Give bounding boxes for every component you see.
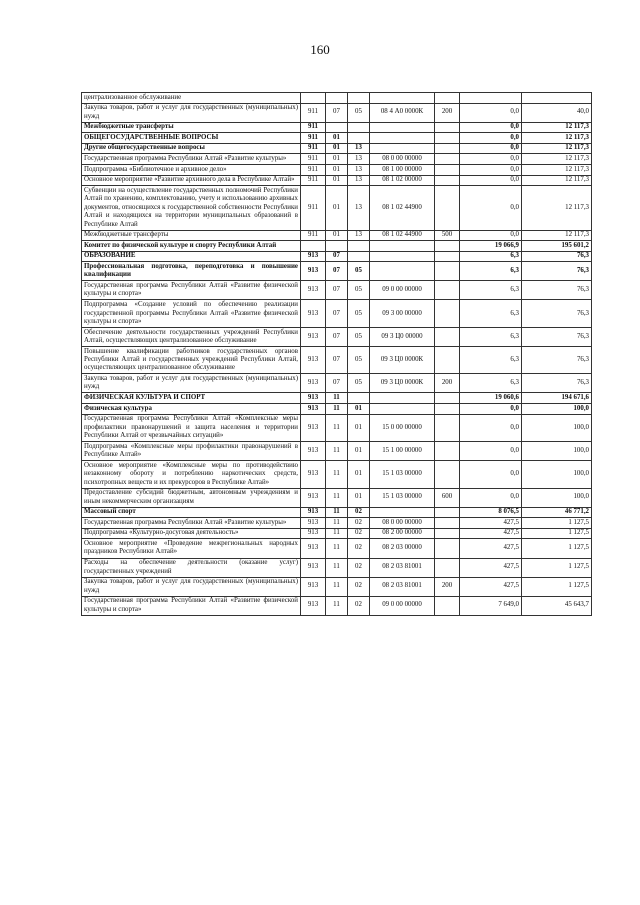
cell-target-article bbox=[370, 241, 435, 252]
cell-amount-1: 427,5 bbox=[460, 539, 522, 558]
cell-expense-type bbox=[435, 133, 460, 144]
cell-amount-2: 12 117,3 bbox=[522, 186, 592, 230]
cell-ministry-code: 913 bbox=[301, 596, 326, 615]
cell-name: Основное мероприятие «Проведение межрегиональных народных праздников Республики Алтай» bbox=[82, 539, 301, 558]
cell-section-code: 11 bbox=[326, 488, 348, 507]
cell-name: Межбюджетные трансферты bbox=[82, 230, 301, 241]
cell-amount-2: 76,3 bbox=[522, 346, 592, 373]
cell-name: Расходы на обеспечение деятельности (оказание услуг) государственных учреждений bbox=[82, 558, 301, 577]
cell-section-code: 11 bbox=[326, 414, 348, 441]
cell-section-code: 01 bbox=[326, 165, 348, 176]
cell-target-article: 08 1 00 00000 bbox=[370, 165, 435, 176]
cell-amount-1: 0,0 bbox=[460, 103, 522, 122]
table-row bbox=[82, 558, 592, 577]
cell-expense-type bbox=[435, 414, 460, 441]
cell-amount-1: 427,5 bbox=[460, 528, 522, 539]
cell-subsection-code: 05 bbox=[348, 346, 370, 373]
cell-target-article bbox=[370, 404, 435, 415]
cell-target-article bbox=[370, 93, 435, 104]
cell-name: Государственная программа Республики Алтай «Развитие культуры» bbox=[82, 154, 301, 165]
cell-expense-type: 500 bbox=[435, 230, 460, 241]
cell-section-code: 01 bbox=[326, 175, 348, 186]
cell-amount-2: 100,0 bbox=[522, 442, 592, 461]
cell-ministry-code: 911 bbox=[301, 143, 326, 154]
cell-expense-type bbox=[435, 442, 460, 461]
cell-ministry-code: 913 bbox=[301, 414, 326, 441]
cell-ministry-code: 913 bbox=[301, 393, 326, 404]
cell-name: Субвенции на осуществление государственных полномочий Республики Алтай по хранению, комплектованию, учету и использованию архивных документов, относящихся к государственной собственности Республики Алтай и находящихся на территории муниципальных образований в Республике Алтай bbox=[82, 186, 301, 230]
cell-subsection-code: 02 bbox=[348, 596, 370, 615]
cell-amount-2: 100,0 bbox=[522, 404, 592, 415]
table-row bbox=[82, 103, 592, 122]
cell-section-code bbox=[326, 93, 348, 104]
cell-subsection-code: 05 bbox=[348, 103, 370, 122]
cell-target-article: 08 1 02 44900 bbox=[370, 186, 435, 230]
cell-amount-2: 45 643,7 bbox=[522, 596, 592, 615]
cell-amount-1: 427,5 bbox=[460, 577, 522, 596]
cell-amount-1: 0,0 bbox=[460, 442, 522, 461]
cell-expense-type bbox=[435, 143, 460, 154]
cell-amount-1: 0,0 bbox=[460, 165, 522, 176]
cell-amount-2: 12 117,3 bbox=[522, 230, 592, 241]
cell-ministry-code: 913 bbox=[301, 300, 326, 327]
cell-amount-1: 19 066,9 bbox=[460, 241, 522, 252]
cell-name: Основное мероприятие «Развитие архивного дела в Республике Алтай» bbox=[82, 175, 301, 186]
cell-amount-1: 19 060,6 bbox=[460, 393, 522, 404]
cell-subsection-code: 13 bbox=[348, 143, 370, 154]
cell-target-article bbox=[370, 251, 435, 262]
table-row bbox=[82, 143, 592, 154]
table-row bbox=[82, 241, 592, 252]
cell-subsection-code bbox=[348, 122, 370, 133]
cell-section-code: 07 bbox=[326, 374, 348, 393]
cell-section-code: 11 bbox=[326, 507, 348, 518]
cell-subsection-code: 01 bbox=[348, 404, 370, 415]
cell-name: Комитет по физической культуре и спорту Республики Алтай bbox=[82, 241, 301, 252]
cell-target-article: 08 1 02 00000 bbox=[370, 175, 435, 186]
cell-subsection-code: 05 bbox=[348, 327, 370, 346]
cell-target-article: 08 0 00 00000 bbox=[370, 518, 435, 529]
cell-name: Профессиональная подготовка, переподготовка и повышение квалификации bbox=[82, 262, 301, 281]
cell-expense-type bbox=[435, 528, 460, 539]
cell-amount-2: 76,3 bbox=[522, 374, 592, 393]
cell-amount-1: 6,3 bbox=[460, 346, 522, 373]
cell-amount-2: 12 117,3 bbox=[522, 165, 592, 176]
cell-ministry-code: 911 bbox=[301, 122, 326, 133]
cell-amount-2: 12 117,3 bbox=[522, 175, 592, 186]
table-row bbox=[82, 133, 592, 144]
cell-subsection-code: 02 bbox=[348, 507, 370, 518]
cell-name: Межбюджетные трансферты bbox=[82, 122, 301, 133]
cell-ministry-code: 911 bbox=[301, 230, 326, 241]
cell-target-article: 15 1 03 00000 bbox=[370, 461, 435, 488]
cell-expense-type: 200 bbox=[435, 103, 460, 122]
cell-subsection-code: 02 bbox=[348, 577, 370, 596]
cell-name: Закупка товаров, работ и услуг для государственных (муниципальных) нужд bbox=[82, 577, 301, 596]
cell-amount-1: 0,0 bbox=[460, 175, 522, 186]
cell-subsection-code: 02 bbox=[348, 528, 370, 539]
table-row bbox=[82, 528, 592, 539]
table-row bbox=[82, 154, 592, 165]
cell-amount-2: 1 127,5 bbox=[522, 528, 592, 539]
cell-target-article: 09 3 Ц0 0000К bbox=[370, 374, 435, 393]
table-row bbox=[82, 518, 592, 529]
cell-subsection-code: 05 bbox=[348, 262, 370, 281]
cell-amount-1: 0,0 bbox=[460, 230, 522, 241]
cell-amount-1: 0,0 bbox=[460, 404, 522, 415]
cell-name: Физическая культура bbox=[82, 404, 301, 415]
cell-section-code: 11 bbox=[326, 404, 348, 415]
cell-section-code: 07 bbox=[326, 300, 348, 327]
cell-expense-type bbox=[435, 175, 460, 186]
cell-target-article: 09 3 Ц0 00000 bbox=[370, 327, 435, 346]
cell-amount-2: 195 601,2 bbox=[522, 241, 592, 252]
cell-expense-type bbox=[435, 327, 460, 346]
cell-amount-1: 6,3 bbox=[460, 281, 522, 300]
cell-name: Государственная программа Республики Алтай «Комплексные меры профилактики правонарушений и защита населения и территории Республики Алтай от чрезвычайных ситуаций» bbox=[82, 414, 301, 441]
cell-name: Повышение квалификации работников государственных органов Республики Алтай и государственных учреждений Республики Алтай, осуществляющих централизованное обслуживание bbox=[82, 346, 301, 373]
cell-subsection-code: 01 bbox=[348, 414, 370, 441]
cell-name: Массовый спорт bbox=[82, 507, 301, 518]
cell-subsection-code: 02 bbox=[348, 539, 370, 558]
cell-amount-2: 1 127,5 bbox=[522, 558, 592, 577]
cell-amount-1: 0,0 bbox=[460, 133, 522, 144]
cell-subsection-code bbox=[348, 133, 370, 144]
cell-ministry-code bbox=[301, 241, 326, 252]
budget-table bbox=[81, 92, 592, 616]
cell-ministry-code: 913 bbox=[301, 374, 326, 393]
cell-amount-2: 100,0 bbox=[522, 461, 592, 488]
cell-ministry-code: 911 bbox=[301, 186, 326, 230]
cell-amount-1: 0,0 bbox=[460, 186, 522, 230]
budget-table-body bbox=[82, 93, 592, 616]
cell-target-article: 15 0 00 00000 bbox=[370, 414, 435, 441]
cell-ministry-code: 913 bbox=[301, 262, 326, 281]
table-row bbox=[82, 577, 592, 596]
cell-subsection-code: 05 bbox=[348, 281, 370, 300]
cell-expense-type bbox=[435, 518, 460, 529]
table-row bbox=[82, 175, 592, 186]
cell-target-article: 08 4 А0 0000К bbox=[370, 103, 435, 122]
cell-amount-2: 46 771,2 bbox=[522, 507, 592, 518]
cell-expense-type bbox=[435, 122, 460, 133]
cell-expense-type bbox=[435, 93, 460, 104]
cell-target-article bbox=[370, 143, 435, 154]
cell-name: Государственная программа Республики Алтай «Развитие физической культуры и спорта» bbox=[82, 596, 301, 615]
cell-section-code: 11 bbox=[326, 539, 348, 558]
cell-subsection-code: 13 bbox=[348, 165, 370, 176]
cell-amount-1: 0,0 bbox=[460, 488, 522, 507]
cell-amount-1: 0,0 bbox=[460, 122, 522, 133]
cell-expense-type bbox=[435, 165, 460, 176]
cell-section-code: 07 bbox=[326, 251, 348, 262]
cell-name: Закупка товаров, работ и услуг для государственных (муниципальных) нужд bbox=[82, 374, 301, 393]
table-row bbox=[82, 461, 592, 488]
cell-target-article: 09 0 00 00000 bbox=[370, 281, 435, 300]
cell-expense-type bbox=[435, 154, 460, 165]
table-row bbox=[82, 374, 592, 393]
cell-target-article: 08 2 03 00000 bbox=[370, 539, 435, 558]
cell-expense-type bbox=[435, 558, 460, 577]
cell-subsection-code: 13 bbox=[348, 175, 370, 186]
table-row bbox=[82, 230, 592, 241]
cell-target-article: 09 0 00 00000 bbox=[370, 596, 435, 615]
cell-subsection-code: 02 bbox=[348, 518, 370, 529]
cell-subsection-code bbox=[348, 393, 370, 404]
cell-target-article: 08 2 03 81001 bbox=[370, 558, 435, 577]
cell-subsection-code: 02 bbox=[348, 558, 370, 577]
table-row bbox=[82, 165, 592, 176]
cell-target-article: 15 1 00 00000 bbox=[370, 442, 435, 461]
cell-name: Обеспечение деятельности государственных учреждений Республики Алтай, осуществляющих централизованное обслуживание bbox=[82, 327, 301, 346]
cell-ministry-code: 913 bbox=[301, 528, 326, 539]
cell-amount-2: 76,3 bbox=[522, 262, 592, 281]
cell-subsection-code: 05 bbox=[348, 300, 370, 327]
table-row bbox=[82, 300, 592, 327]
table-row bbox=[82, 262, 592, 281]
table-row bbox=[82, 327, 592, 346]
cell-subsection-code bbox=[348, 93, 370, 104]
cell-ministry-code: 911 bbox=[301, 103, 326, 122]
table-row bbox=[82, 414, 592, 441]
table-row bbox=[82, 488, 592, 507]
cell-subsection-code: 05 bbox=[348, 374, 370, 393]
cell-section-code: 01 bbox=[326, 186, 348, 230]
cell-name: Закупка товаров, работ и услуг для государственных (муниципальных) нужд bbox=[82, 103, 301, 122]
cell-section-code: 11 bbox=[326, 518, 348, 529]
cell-amount-1: 6,3 bbox=[460, 374, 522, 393]
table-row bbox=[82, 93, 592, 104]
cell-amount-2: 1 127,5 bbox=[522, 518, 592, 529]
table-row bbox=[82, 393, 592, 404]
cell-section-code: 07 bbox=[326, 281, 348, 300]
cell-ministry-code: 913 bbox=[301, 488, 326, 507]
cell-expense-type: 200 bbox=[435, 577, 460, 596]
cell-section-code bbox=[326, 241, 348, 252]
table-row bbox=[82, 596, 592, 615]
cell-amount-1: 427,5 bbox=[460, 518, 522, 529]
cell-expense-type bbox=[435, 186, 460, 230]
cell-name: ФИЗИЧЕСКАЯ КУЛЬТУРА И СПОРТ bbox=[82, 393, 301, 404]
cell-section-code: 11 bbox=[326, 528, 348, 539]
cell-expense-type bbox=[435, 461, 460, 488]
cell-amount-1: 0,0 bbox=[460, 154, 522, 165]
cell-ministry-code: 911 bbox=[301, 175, 326, 186]
cell-target-article: 08 2 03 81001 bbox=[370, 577, 435, 596]
cell-section-code: 11 bbox=[326, 577, 348, 596]
cell-expense-type: 200 bbox=[435, 374, 460, 393]
cell-amount-1: 7 649,0 bbox=[460, 596, 522, 615]
cell-amount-2: 100,0 bbox=[522, 488, 592, 507]
cell-subsection-code bbox=[348, 241, 370, 252]
cell-subsection-code: 13 bbox=[348, 154, 370, 165]
cell-name: Государственная программа Республики Алтай «Развитие культуры» bbox=[82, 518, 301, 529]
cell-subsection-code bbox=[348, 251, 370, 262]
table-row bbox=[82, 346, 592, 373]
cell-amount-1: 427,5 bbox=[460, 558, 522, 577]
cell-amount-1: 0,0 bbox=[460, 143, 522, 154]
cell-subsection-code: 13 bbox=[348, 186, 370, 230]
table-row bbox=[82, 122, 592, 133]
cell-amount-2: 40,0 bbox=[522, 103, 592, 122]
table-row bbox=[82, 539, 592, 558]
cell-name: ОБЩЕГОСУДАРСТВЕННЫЕ ВОПРОСЫ bbox=[82, 133, 301, 144]
cell-amount-2: 100,0 bbox=[522, 414, 592, 441]
cell-amount-1: 6,3 bbox=[460, 300, 522, 327]
cell-target-article: 08 1 02 44900 bbox=[370, 230, 435, 241]
cell-expense-type bbox=[435, 596, 460, 615]
cell-ministry-code: 913 bbox=[301, 404, 326, 415]
cell-amount-2: 76,3 bbox=[522, 300, 592, 327]
cell-ministry-code: 913 bbox=[301, 507, 326, 518]
cell-amount-1: 6,3 bbox=[460, 262, 522, 281]
cell-section-code: 07 bbox=[326, 103, 348, 122]
cell-ministry-code: 913 bbox=[301, 251, 326, 262]
cell-name: Подпрограмма «Библиотечное и архивное дело» bbox=[82, 165, 301, 176]
table-row bbox=[82, 442, 592, 461]
cell-section-code: 07 bbox=[326, 262, 348, 281]
cell-section-code: 01 bbox=[326, 133, 348, 144]
cell-amount-2: 194 671,6 bbox=[522, 393, 592, 404]
cell-amount-1: 6,3 bbox=[460, 327, 522, 346]
cell-amount-2: 76,3 bbox=[522, 327, 592, 346]
cell-target-article: 09 3 00 00000 bbox=[370, 300, 435, 327]
cell-ministry-code: 913 bbox=[301, 577, 326, 596]
cell-section-code: 01 bbox=[326, 143, 348, 154]
cell-amount-2: 12 117,3 bbox=[522, 154, 592, 165]
cell-ministry-code: 913 bbox=[301, 346, 326, 373]
cell-target-article bbox=[370, 507, 435, 518]
table-row bbox=[82, 507, 592, 518]
cell-name: Основное мероприятие «Комплексные меры по противодействию незаконному обороту и потреблению наркотических средств, психотропных веществ и их прекурсоров в Республике Алтай» bbox=[82, 461, 301, 488]
cell-expense-type: 600 bbox=[435, 488, 460, 507]
cell-subsection-code: 13 bbox=[348, 230, 370, 241]
cell-ministry-code: 911 bbox=[301, 165, 326, 176]
table-row bbox=[82, 281, 592, 300]
cell-amount-2: 76,3 bbox=[522, 251, 592, 262]
cell-amount-2: 1 127,5 bbox=[522, 577, 592, 596]
cell-ministry-code: 911 bbox=[301, 133, 326, 144]
cell-expense-type bbox=[435, 300, 460, 327]
table-row bbox=[82, 186, 592, 230]
cell-section-code: 11 bbox=[326, 461, 348, 488]
cell-section-code: 01 bbox=[326, 154, 348, 165]
cell-name: Подпрограмма «Комплексные меры профилактики правонарушений в Республике Алтай» bbox=[82, 442, 301, 461]
cell-ministry-code bbox=[301, 93, 326, 104]
cell-name: Предоставление субсидий бюджетным, автономным учреждениям и иным некоммерческим организациям bbox=[82, 488, 301, 507]
cell-target-article bbox=[370, 262, 435, 281]
cell-expense-type bbox=[435, 393, 460, 404]
cell-target-article: 09 3 Ц0 0000К bbox=[370, 346, 435, 373]
cell-expense-type bbox=[435, 251, 460, 262]
cell-ministry-code: 911 bbox=[301, 154, 326, 165]
table-row bbox=[82, 404, 592, 415]
cell-amount-2 bbox=[522, 93, 592, 104]
cell-subsection-code: 01 bbox=[348, 461, 370, 488]
cell-name: Подпрограмма «Создание условий по обеспечению реализации государственной программы Республики Алтай «Развитие физической культуры и спорта» bbox=[82, 300, 301, 327]
cell-section-code: 11 bbox=[326, 393, 348, 404]
cell-name: Государственная программа Республики Алтай «Развитие физической культуры и спорта» bbox=[82, 281, 301, 300]
cell-target-article: 08 2 00 00000 bbox=[370, 528, 435, 539]
cell-amount-1: 6,3 bbox=[460, 251, 522, 262]
cell-section-code: 07 bbox=[326, 327, 348, 346]
cell-ministry-code: 913 bbox=[301, 281, 326, 300]
cell-amount-2: 12 117,3 bbox=[522, 143, 592, 154]
cell-section-code: 01 bbox=[326, 230, 348, 241]
cell-section-code: 11 bbox=[326, 442, 348, 461]
cell-target-article bbox=[370, 122, 435, 133]
cell-name: Подпрограмма «Культурно-досуговая деятельность» bbox=[82, 528, 301, 539]
cell-amount-1: 0,0 bbox=[460, 414, 522, 441]
cell-amount-2: 12 117,3 bbox=[522, 133, 592, 144]
cell-expense-type bbox=[435, 539, 460, 558]
cell-section-code: 11 bbox=[326, 558, 348, 577]
cell-ministry-code: 913 bbox=[301, 558, 326, 577]
cell-name: Другие общегосударственные вопросы bbox=[82, 143, 301, 154]
cell-subsection-code: 01 bbox=[348, 442, 370, 461]
cell-amount-2: 76,3 bbox=[522, 281, 592, 300]
cell-expense-type bbox=[435, 346, 460, 373]
table-row bbox=[82, 251, 592, 262]
cell-name: централизованное обслуживание bbox=[82, 93, 301, 104]
cell-amount-1 bbox=[460, 93, 522, 104]
cell-amount-1: 0,0 bbox=[460, 461, 522, 488]
cell-target-article bbox=[370, 133, 435, 144]
cell-amount-2: 12 117,3 bbox=[522, 122, 592, 133]
cell-subsection-code: 01 bbox=[348, 488, 370, 507]
cell-amount-2: 1 127,5 bbox=[522, 539, 592, 558]
cell-ministry-code: 913 bbox=[301, 518, 326, 529]
page-number: 160 bbox=[310, 42, 330, 57]
cell-section-code: 07 bbox=[326, 346, 348, 373]
cell-expense-type bbox=[435, 281, 460, 300]
cell-name: ОБРАЗОВАНИЕ bbox=[82, 251, 301, 262]
cell-target-article: 15 1 03 00000 bbox=[370, 488, 435, 507]
cell-target-article bbox=[370, 393, 435, 404]
cell-expense-type bbox=[435, 262, 460, 281]
cell-expense-type bbox=[435, 404, 460, 415]
cell-ministry-code: 913 bbox=[301, 327, 326, 346]
cell-ministry-code: 913 bbox=[301, 461, 326, 488]
cell-amount-1: 8 076,5 bbox=[460, 507, 522, 518]
cell-section-code: 11 bbox=[326, 596, 348, 615]
cell-expense-type bbox=[435, 241, 460, 252]
cell-target-article: 08 0 00 00000 bbox=[370, 154, 435, 165]
cell-expense-type bbox=[435, 507, 460, 518]
cell-section-code bbox=[326, 122, 348, 133]
cell-ministry-code: 913 bbox=[301, 442, 326, 461]
cell-ministry-code: 913 bbox=[301, 539, 326, 558]
